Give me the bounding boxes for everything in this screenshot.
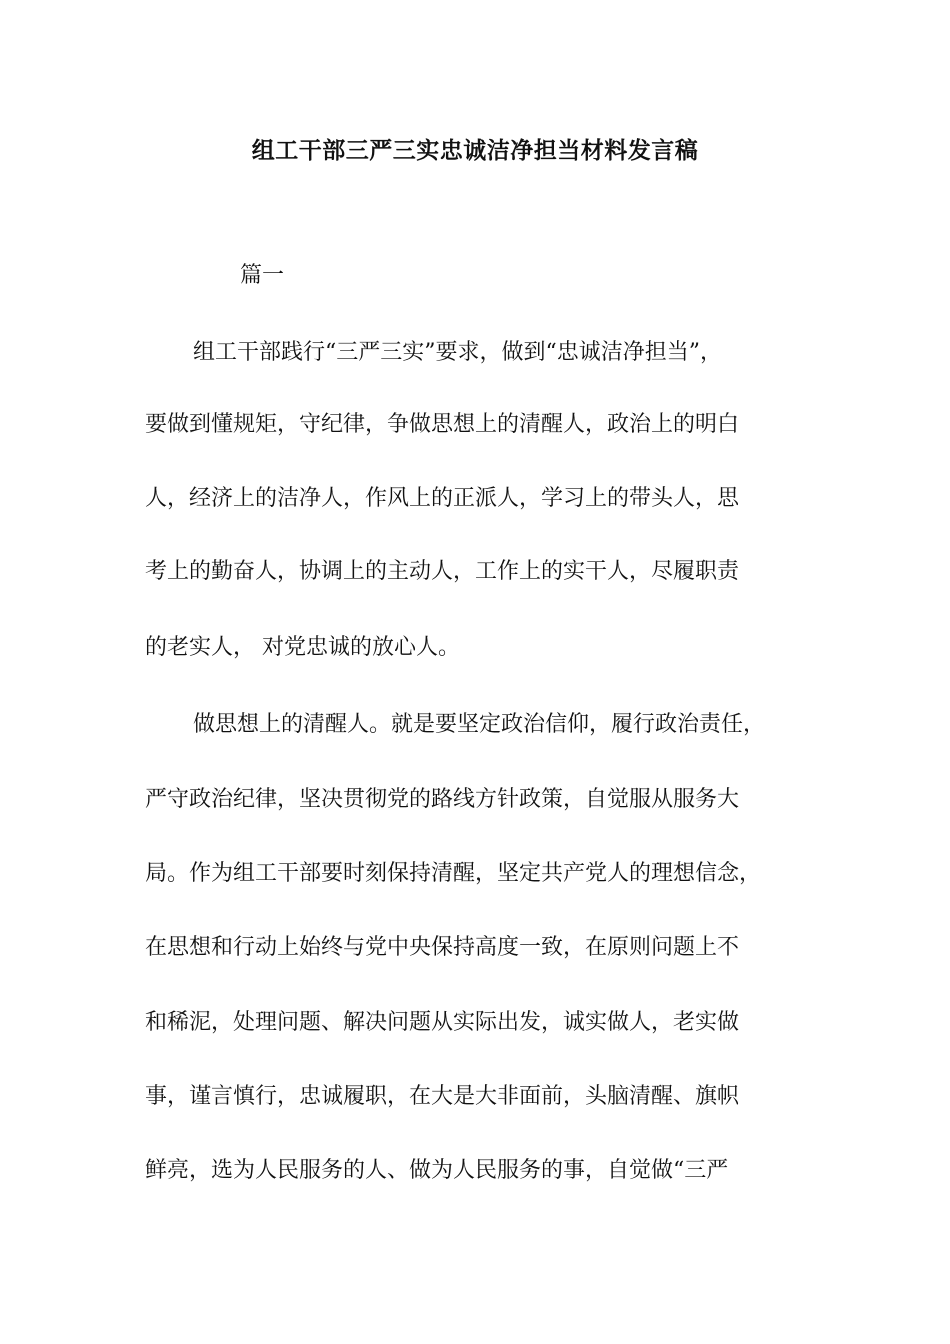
paragraph-line: 考上的勤奋人，协调上的主动人，工作上的实干人，尽履职责 <box>145 559 740 584</box>
paragraph-line: 事，谨言慎行，忠诚履职，在大是大非面前，头脑清醒、旗帜 <box>145 1084 740 1109</box>
paragraph-line: 鲜亮，选为人民服务的人、做为人民服务的事，自觉做“三严 <box>145 1158 729 1183</box>
paragraph-line: 做思想上的清醒人。就是要坚定政治信仰，履行政治责任， <box>193 712 766 737</box>
paragraph-line: 的老实人， 对党忠诚的放心人。 <box>145 635 460 660</box>
paragraph-line: 人，经济上的洁净人，作风上的正派人，学习上的带头人，思 <box>145 486 740 511</box>
section-label: 篇一 <box>240 263 285 288</box>
paragraph-line: 局。作为组工干部要时刻保持清醒，坚定共产党人的理想信念， <box>145 861 762 886</box>
paragraph-line: 和稀泥，处理问题、解决问题从实际出发，诚实做人，老实做 <box>145 1010 740 1035</box>
paragraph-line: 在思想和行动上始终与党中央保持高度一致，在原则问题上不 <box>145 935 740 960</box>
paragraph-line: 要做到懂规矩，守纪律，争做思想上的清醒人，政治上的明白 <box>145 412 740 437</box>
paragraph-line: 组工干部践行“三严三实”要求，做到“忠诚洁净担当”， <box>193 340 722 365</box>
paragraph-line: 严守政治纪律，坚决贯彻党的路线方针政策，自觉服从服务大 <box>145 787 740 812</box>
document-title: 组工干部三严三实忠诚洁净担当材料发言稿 <box>251 137 699 164</box>
